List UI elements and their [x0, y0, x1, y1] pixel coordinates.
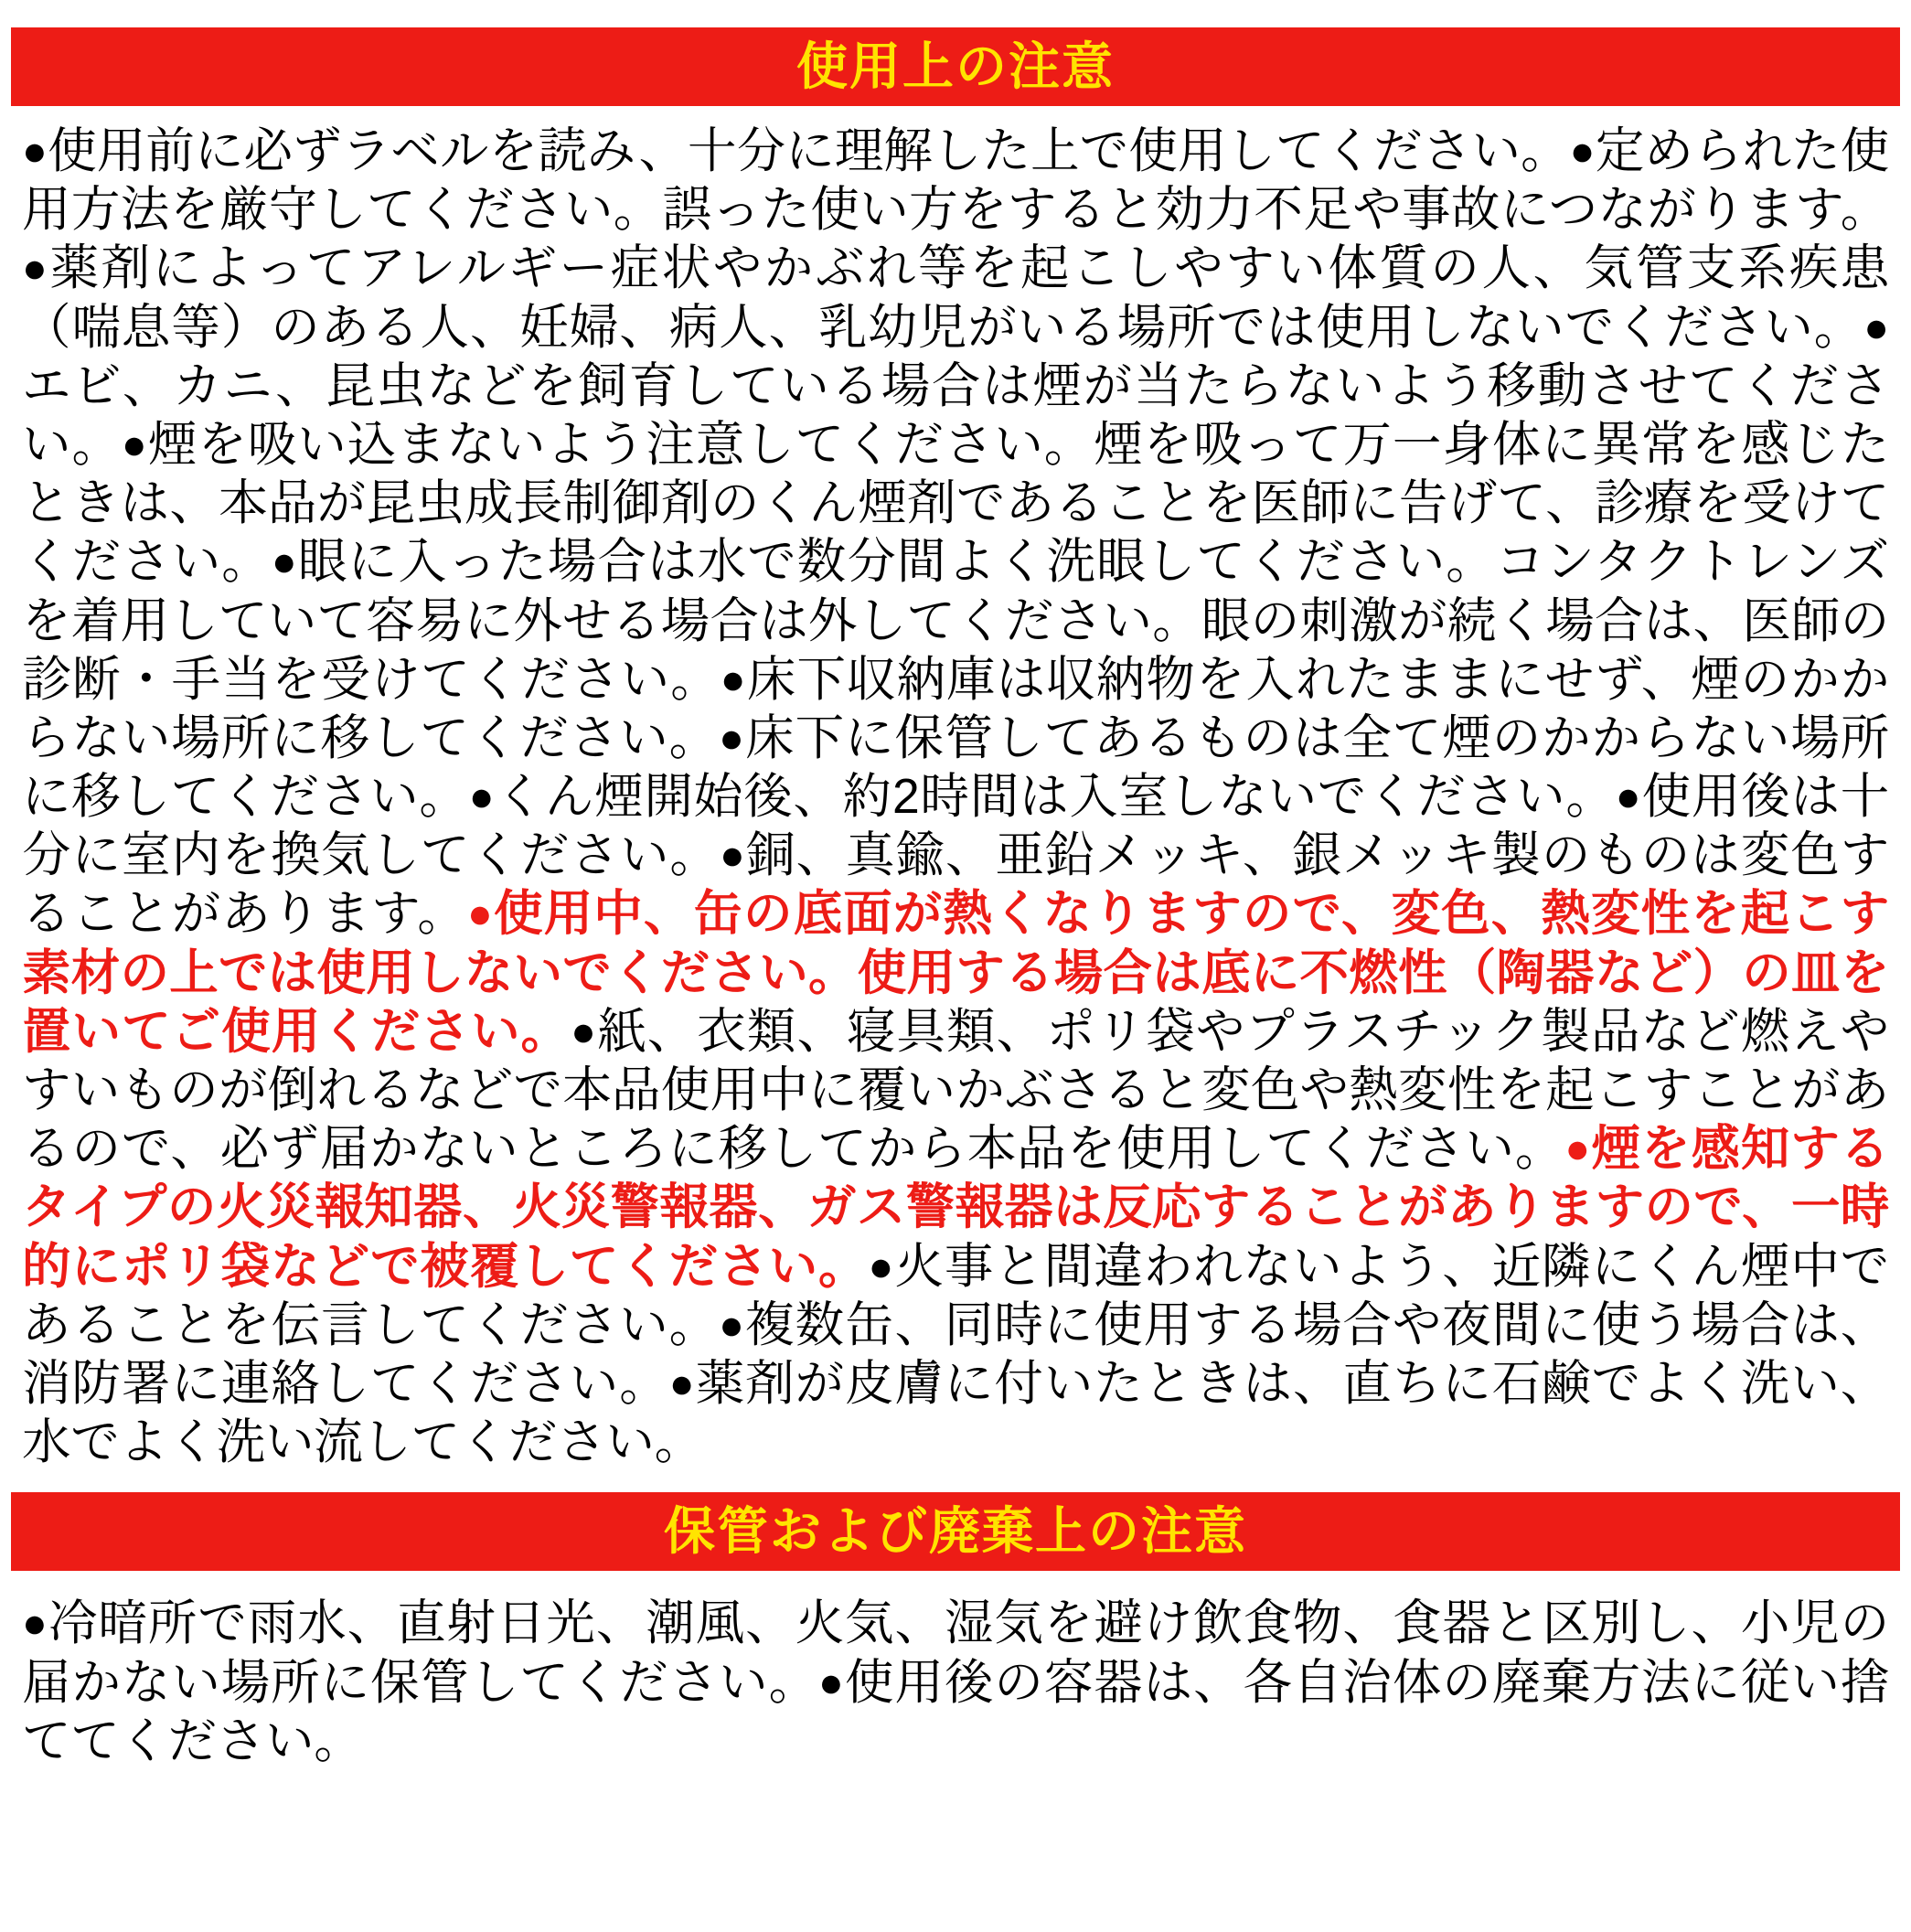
precaution-item: ●眼に入った場合は水で数分間よく洗眼してください。コンタクトレンズを着用していて容易に外せる場合は外してください。眼の刺激が続く場合は、医師の診断・手当を受けてください。: [22, 535, 1889, 707]
precaution-item: ●冷暗所で雨水、直射日光、潮風、火気、湿気を避け飲食物、食器と区別し、小児の届かない場所に保管してください。: [22, 1596, 1889, 1710]
bullet-icon: ●: [468, 772, 496, 820]
bullet-icon: ●: [719, 1300, 746, 1348]
bullet-icon: ●: [818, 1657, 846, 1705]
precaution-item: ●火事と間違われないよう、近隣にくん煙中であることを伝言してください。: [22, 1239, 1890, 1352]
precaution-item: ●薬剤が皮膚に付いたときは、直ちに石鹸でよく洗い、水でよく洗い流してください。: [22, 1356, 1889, 1470]
bullet-icon: ●: [121, 420, 148, 468]
bullet-icon: ●: [1569, 126, 1596, 175]
bullet-icon: ●: [719, 713, 746, 762]
bullet-icon: ●: [22, 243, 50, 292]
bullet-icon: ●: [720, 654, 747, 702]
bullet-icon: ●: [571, 1007, 598, 1055]
precaution-item: ●煙を感知するタイプの火災報知器、火災警報器、ガス警報器は反応することがありますので、一時的にポリ袋などで被覆してください。: [22, 1122, 1889, 1294]
bullet-icon: ●: [1615, 772, 1642, 820]
section-heading-usage-precautions: 使用上の注意: [11, 27, 1900, 106]
bullet-icon: ●: [1863, 302, 1889, 350]
precaution-item: ●使用後の容器は、各自治体の廃棄方法に従い捨ててください。: [22, 1655, 1890, 1768]
precaution-item: ●薬剤によってアレルギー症状やかぶれ等を起こしやすい体質の人、気管支系疾患（喘息等）のある人、妊婦、病人、乳幼児がいる場所では使用しないでください。: [22, 241, 1889, 355]
precaution-item: ●エビ、カニ、昆虫などを飼育している場合は煙が当たらないよう移動させてください。: [22, 302, 1889, 472]
precaution-item: ●床下収納庫は収納物を入れたままにせず、煙のかからない場所に移してください。: [22, 652, 1889, 765]
precaution-item: ●使用中、缶の底面が熱くなりますので、変色、熱変性を起こす素材の上では使用しないでください。使用する場合は底に不燃性（陶器など）の皿を置いてご使用ください。: [22, 887, 1889, 1059]
bullet-icon: ●: [868, 1241, 895, 1289]
section-heading-storage-disposal: 保管および廃棄上の注意: [11, 1492, 1900, 1571]
precaution-item: ●床下に保管してあるものは全て煙のかからない場所に移してください。: [22, 710, 1889, 825]
bullet-icon: ●: [719, 830, 747, 879]
bullet-icon: ●: [1564, 1124, 1592, 1172]
precaution-item: ●複数缶、同時に使用する場合や夜間に使う場合は、消防署に連絡してください。: [22, 1297, 1889, 1411]
precaution-item: ●紙、衣類、寝具類、ポリ袋やプラスチック製品など燃えやすいものが倒れるなどで本品使用中に覆いかぶさると変色や熱変性を起こすことがあるので、必ず届かないところに移してから本品を使用してください。: [22, 1004, 1889, 1177]
precaution-item: ●使用後は十分に室内を換気してください。: [22, 770, 1889, 883]
storage-disposal-body: [22, 1595, 1889, 1771]
precaution-item: ●くん煙開始後、約2時間は入室しないでください。: [468, 770, 1616, 825]
precaution-item: ●銅、真鍮、亜鉛メッキ、銀メッキ製のものは変色することがあります。: [22, 828, 1889, 942]
bullet-icon: ●: [271, 537, 299, 585]
bullet-icon: ●: [668, 1359, 696, 1407]
precaution-item: ●煙を吸い込まないよう注意してください。煙を吸って万一身体に異常を感じたときは、本品が昆虫成長制御剤のくん煙剤であることを医師に告げて、診療を受けてください。: [22, 417, 1890, 590]
precaution-item: ●使用前に必ずラベルを読み、十分に理解した上で使用してください。: [22, 124, 1570, 178]
precaution-item: ●定められた使用方法を厳守してください。誤った使い方をすると効力不足や事故につながります。: [22, 124, 1889, 238]
bullet-icon: ●: [22, 126, 48, 175]
bullet-icon: ●: [22, 1598, 49, 1647]
usage-precautions-body: [22, 123, 1889, 1472]
label-document: [0, 27, 1911, 1932]
bullet-icon: ●: [466, 889, 495, 937]
